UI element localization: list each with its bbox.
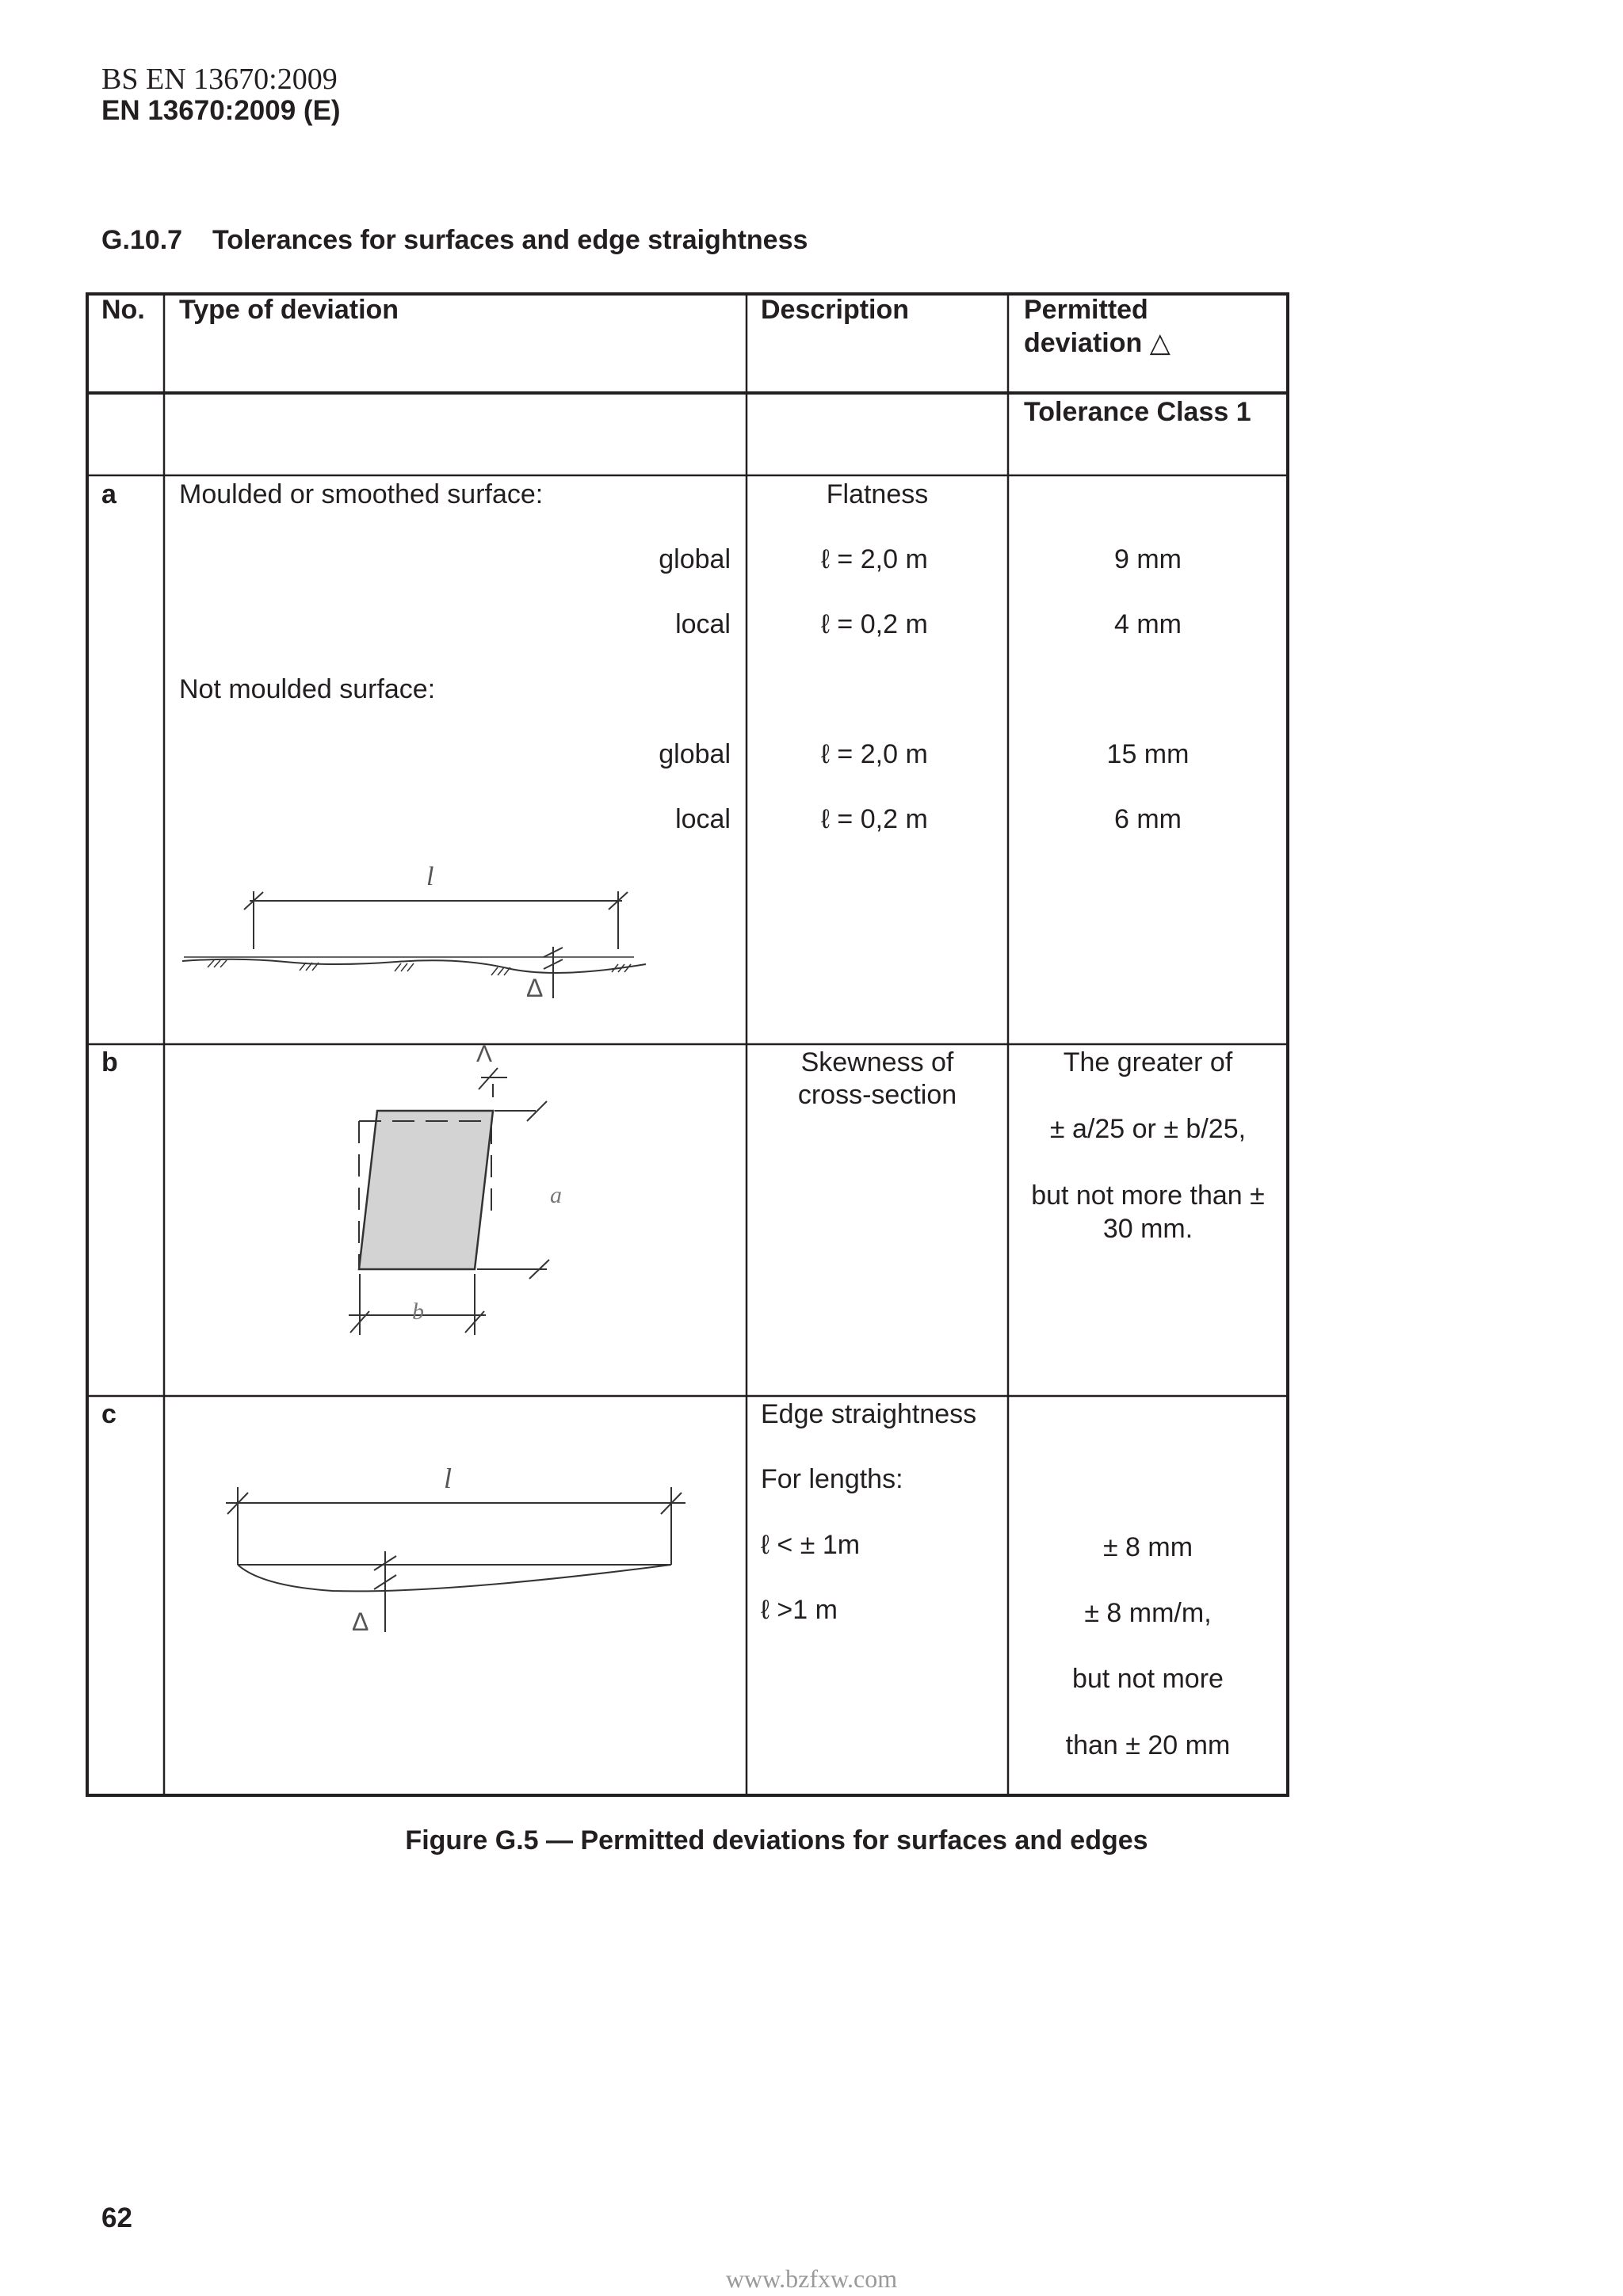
figure-skewness-b-label: b (412, 1299, 424, 1325)
row-c-desc-line1: Edge straightness (761, 1399, 977, 1429)
row-a-flatness: Flatness (826, 479, 929, 509)
row-a-local1-value: 4 mm (1114, 609, 1182, 639)
figure-edge-straightness (226, 1487, 685, 1632)
figure-skewness-delta-label: Λ (476, 1041, 493, 1067)
row-a-local2: local (675, 804, 731, 834)
figure-skewness (349, 1068, 549, 1335)
standard-number: BS EN 13670:2009 (101, 63, 338, 96)
figure-flatness (182, 891, 646, 998)
figure-edge-delta-label: Δ (352, 1608, 369, 1636)
row-c-val-line2: ± 8 mm/m, (1084, 1598, 1212, 1628)
header-description: Description (761, 295, 910, 325)
row-b-desc-line2: cross-section (797, 1080, 957, 1110)
header-permitted-line2: deviation △ (1024, 328, 1170, 358)
row-a-local1-desc: ℓ = 0,2 m (821, 609, 928, 639)
row-a-not-moulded: Not moulded surface: (179, 674, 436, 704)
figure-flatness-length-label: l (426, 862, 434, 891)
section-number: G.10.7 (101, 225, 183, 255)
header-permitted-line1: Permitted (1024, 295, 1148, 325)
figure-flatness-delta-label: Δ (526, 974, 544, 1002)
row-c-val-line3: but not more (1072, 1664, 1224, 1694)
row-c-desc-line3: ℓ < ± 1m (761, 1530, 861, 1560)
row-a-global1-desc: ℓ = 2,0 m (821, 544, 928, 574)
figure-caption: Figure G.5 — Permitted deviations for surfaces and edges (405, 1825, 1148, 1855)
row-a-global2: global (659, 739, 731, 769)
row-a-moulded: Moulded or smoothed surface: (179, 479, 544, 509)
page-number: 62 (101, 2203, 132, 2233)
row-b-val-line2: ± a/25 or ± b/25, (1049, 1114, 1247, 1144)
row-a-no: a (101, 479, 116, 509)
row-a-global2-desc: ℓ = 2,0 m (821, 739, 928, 769)
row-a-global1-value: 9 mm (1114, 544, 1182, 574)
row-c-val-line4: than ± 20 mm (1065, 1730, 1231, 1760)
row-b-no: b (101, 1047, 118, 1077)
row-c-desc-line4: ℓ >1 m (761, 1595, 838, 1625)
row-a-local2-value: 6 mm (1114, 804, 1182, 834)
row-b-val-line4: 30 mm. (1102, 1214, 1193, 1244)
row-c-no: c (101, 1399, 116, 1429)
row-b-val-line3: but not more than ± (1031, 1180, 1265, 1211)
section-title: Tolerances for surfaces and edge straightness (212, 225, 808, 255)
edition-number: EN 13670:2009 (E) (101, 95, 341, 126)
row-a-global1: global (659, 544, 731, 574)
row-b-val-line1: The greater of (1063, 1047, 1233, 1077)
row-b-desc-line1: Skewness of (800, 1047, 954, 1077)
watermark: www.bzfxw.com (725, 2264, 898, 2293)
row-a-global2-value: 15 mm (1106, 739, 1190, 769)
figure-skewness-a-label: a (550, 1182, 562, 1208)
row-a-local1: local (675, 609, 731, 639)
row-c-desc-line2: For lengths: (761, 1464, 903, 1494)
row-a-local2-desc: ℓ = 0,2 m (821, 804, 928, 834)
row-c-val-line1: ± 8 mm (1102, 1532, 1193, 1562)
figure-edge-length-label: l (444, 1463, 453, 1494)
subheader-tolerance-class: Tolerance Class 1 (1024, 397, 1251, 427)
header-no: No. (101, 295, 145, 325)
header-type: Type of deviation (179, 295, 399, 325)
